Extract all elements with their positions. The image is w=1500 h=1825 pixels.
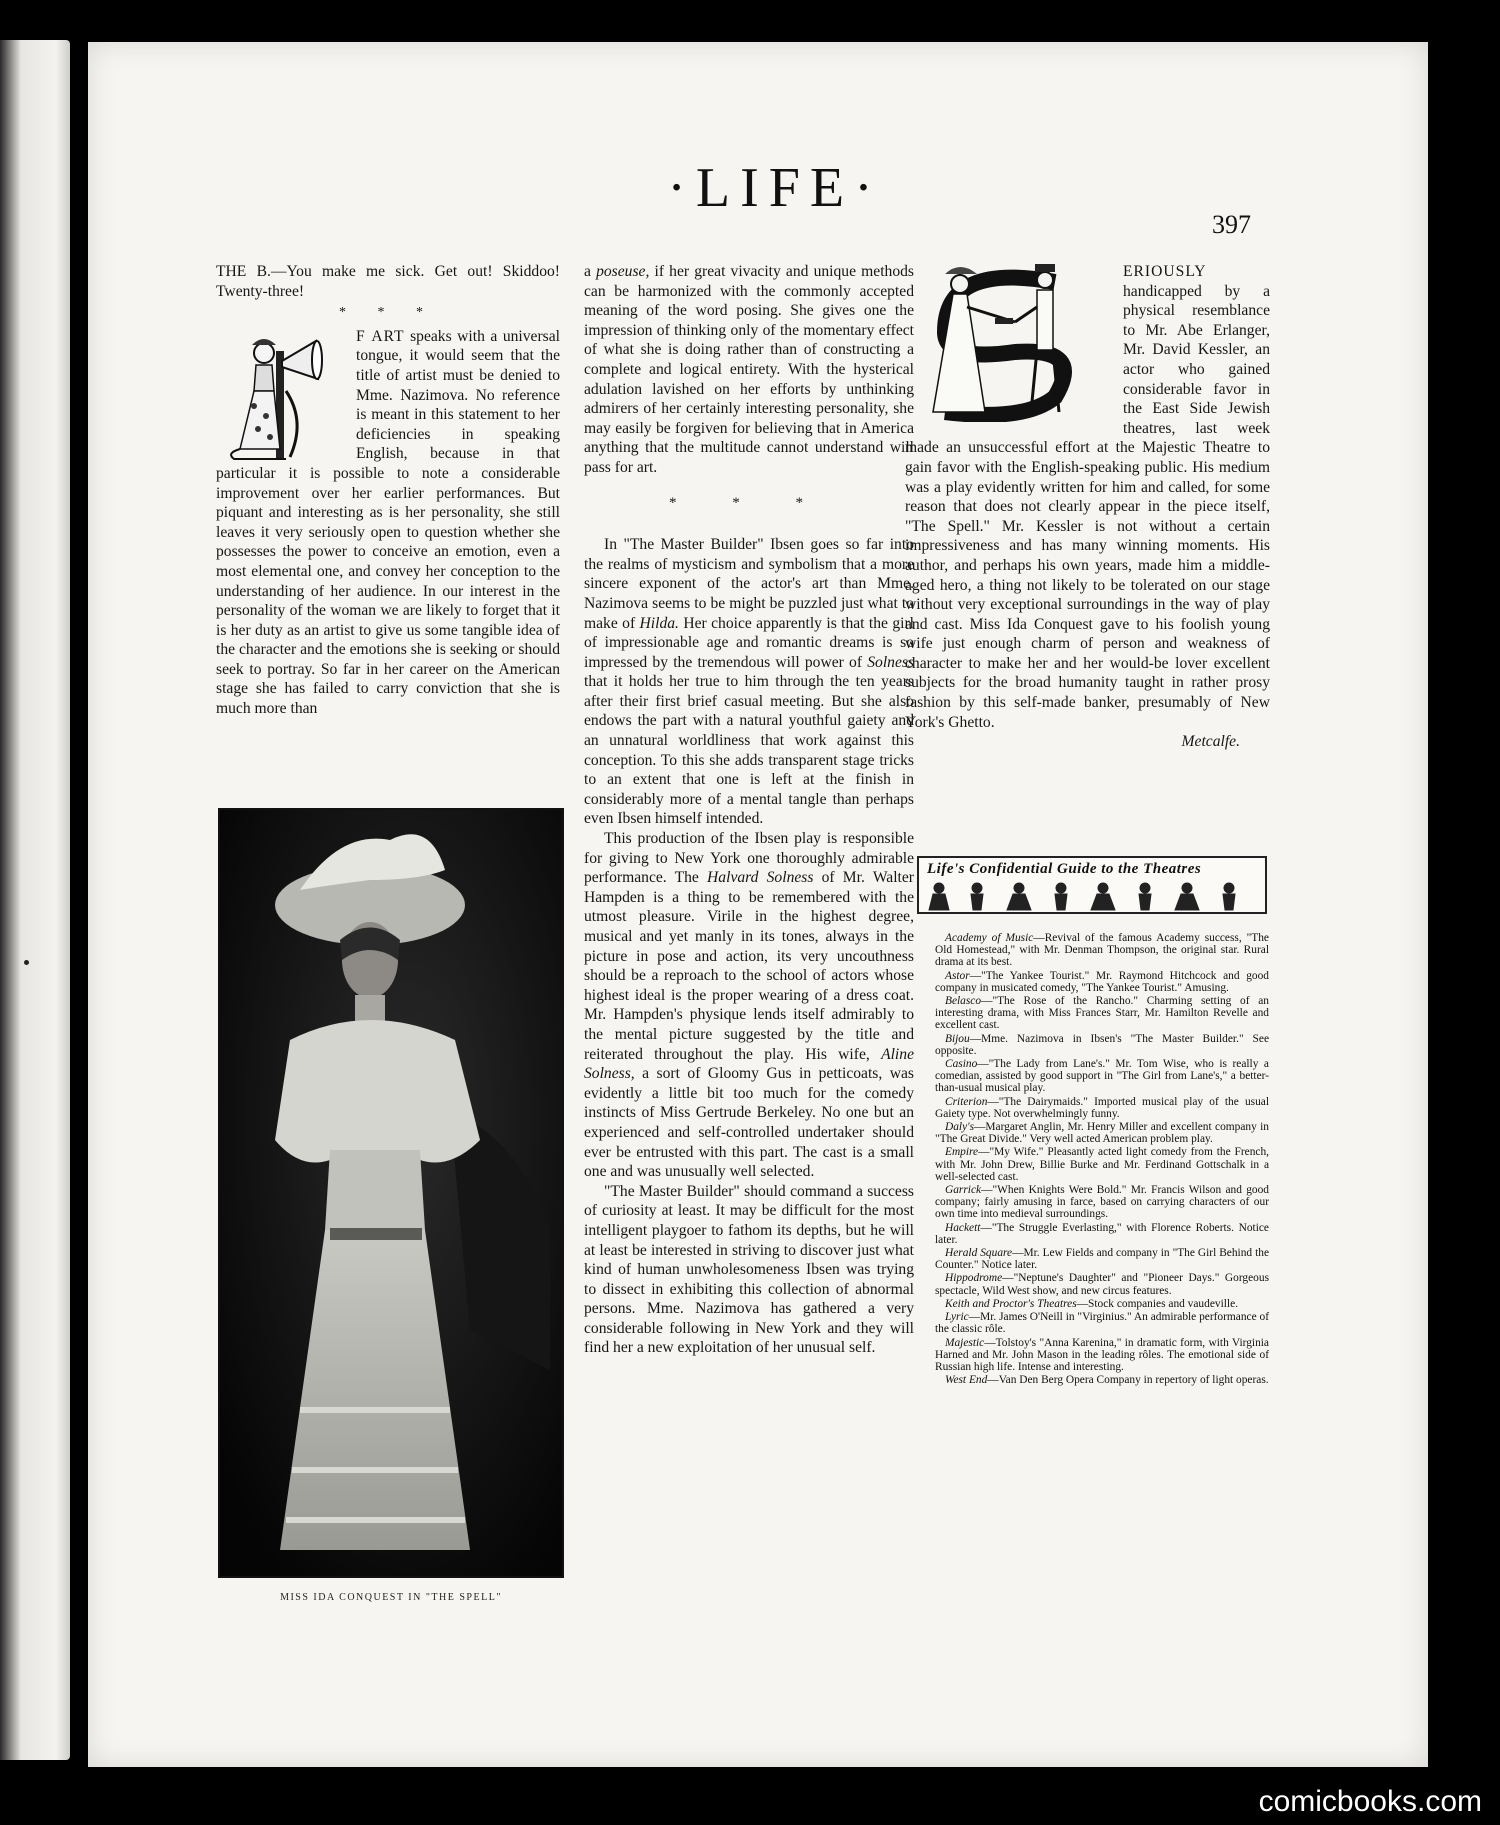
page-number: 397: [1212, 210, 1251, 239]
italic-term: Halvard Solness: [707, 869, 814, 887]
theatre-guide-banner: [917, 856, 1267, 914]
text-run: if her great vivacity and unique methods can be harmonized with the commonly accepted meaning of the word posing. She gives one the impression of thinking only of the momentary effect of what she is doing rather than of constructing a complete and logical entirety. With the hysterical adulation lavished on her efforts by unthinking admirers of her certainly interesting personality, she may easily be forgiven for believing that in America anything that the multitude cannot understand will pass for art.: [584, 263, 915, 476]
theatre-guide-entry: [935, 1096, 1269, 1120]
actress-photograph: [218, 808, 564, 1578]
theatre-venue-description: —Tolstoy's "Anna Karenina," in dramatic form, with Virginia Harned and Mr. John Mason in the leading rôles. The emotional side of Russian high life. Intense and interesting.: [935, 1336, 1269, 1373]
theatre-guide-entry: [935, 1121, 1269, 1145]
theatre-guide-title: Life's Confidential Guide to the Theatres: [927, 861, 1202, 877]
dancing-couple-drop-cap-illustration: [905, 262, 1115, 422]
italic-term: Hilda.: [639, 614, 679, 632]
text-run: a: [584, 263, 591, 280]
site-watermark: comicbooks.com: [1258, 1785, 1482, 1818]
author-signature: Metcalfe.: [1181, 733, 1240, 751]
italic-term: Solness: [867, 653, 914, 671]
theatre-guide-entry: [935, 1272, 1269, 1296]
column-1: [216, 262, 560, 719]
theatre-venue-description: —Margaret Anglin, Mr. Henry Miller and excellent company in "The Great Divide." Very well acted American problem play.: [935, 1121, 1269, 1146]
theatre-venue-description: —"My Wife." Pleasantly acted light comedy from the French, with Mr. John Drew, Billie Burke and Mr. Ferdinand Gottschalk in a well-selected cast.: [935, 1146, 1269, 1183]
theatre-venue-name: Astor: [945, 969, 970, 982]
theatre-guide-entry: [935, 1311, 1269, 1335]
theatre-venue-description: —"The Dairymaids." Imported musical play of the usual Gaiety type. Not overwhelmingly funny.: [935, 1095, 1269, 1120]
theatre-venue-description: —Stock companies and vaudeville.: [1076, 1297, 1238, 1310]
theatre-venue-name: Majestic: [945, 1336, 985, 1349]
photo-caption: MISS IDA CONQUEST IN "THE SPELL": [280, 1592, 502, 1603]
master-builder-paragraph: In "The Master Builder" Ibsen goes so far into the realms of mysticism and symbolism that a more sincere exponent of the actor's art than Mme. Nazimova seems to be might be puzzled just what to make of Hilda. Her choice apparently is that the girl of impressionable age and romantic dreams is so impressed by the tremendous will power of Solness that it holds her true to him through the ten years after their first brief casual meeting. But she also endows the part with a natural youthful gaiety and an unnatural worldliness that work against this conception. To this she adds transparent stage tricks to an extent that one is left at the finish in considerably more of a mental tangle than perhaps even Ibsen himself intended.: [584, 536, 914, 828]
column-2: [584, 262, 914, 1358]
facing-page-edge: [0, 40, 70, 1760]
theatre-venue-description: —"The Rose of the Rancho." Charming setting of an interesting drama, with Miss Frances Starr, Mr. Hamilton Revelle and excellent cast.: [935, 995, 1269, 1032]
theatre-guide-entry: [935, 1247, 1269, 1271]
page-blemish: [24, 960, 29, 965]
theatre-guide-entry: [935, 1337, 1269, 1374]
theatre-guide-entry: [935, 970, 1269, 994]
theatre-guide-entry: [935, 1033, 1269, 1057]
masthead-title: ·LIFE·: [667, 157, 883, 219]
theatre-venue-name: Empire: [945, 1146, 979, 1159]
production-paragraph: This production of the Ibsen play is responsible for giving to New York one thoroughly admirable performance. The Halvard Solness of Mr. Walter Hampden is a thing to be remembered with the utmost pleasure. Virile in the highest degree, musical and yet manly in its tones, always in the picture in pose and action, its very uncouthness should be a reproach to the school of actors whose highest ideal is the proper wearing of a dress coat. Mr. Hampden's physique lends itself admirably to the mental picture suggested by the title and reiterated throughout the play. His wife, Aline Solness, a sort of Gloomy Gus in petticoats, was evidently a little bit too much for the comedy instincts of Miss Gertrude Berkeley. No one but an experienced and self-controlled undertaker should ever be entrusted with this part. The cast is a small one and was unusually well selected.: [584, 830, 914, 1181]
theatre-venue-name: Criterion: [945, 1095, 988, 1108]
dialogue-line: THE B.—You make me sick. Get out! Skiddoo! Twenty-three!: [216, 263, 560, 300]
theatre-venue-name: Keith and Proctor's Theatres: [945, 1297, 1077, 1310]
theatre-venue-description: —"Neptune's Daughter" and "Pioneer Days." Gorgeous spectacle, Wild West show, and new circus features.: [935, 1272, 1269, 1297]
theatre-venue-description: —"The Yankee Tourist." Mr. Raymond Hitchcock and good company in musicated comedy, "The Yankee Tourist." Amusing.: [935, 969, 1269, 994]
megaphone-lady-drop-cap-illustration: [216, 331, 346, 461]
column-3: [905, 262, 1270, 752]
theatre-venue-description: —"The Lady from Lane's." Mr. Tom Wise, who is really a comedian, assisted by good support in "The Girl from Lane's," a better-than-usual musical play.: [935, 1058, 1269, 1095]
theatre-venue-name: West End: [945, 1374, 988, 1387]
theatre-venue-name: Lyric: [945, 1311, 969, 1324]
italic-term: Aline Solness,: [584, 1045, 914, 1083]
dancing-figures-illustration: [919, 880, 1265, 912]
theatre-venue-description: —Mr. James O'Neill in "Virginius." An admirable performance of the classic rôle.: [935, 1311, 1269, 1336]
theatre-venue-description: —Van Den Berg Opera Company in repertory of light operas.: [987, 1374, 1269, 1387]
article-nazimova-text: speaks with a universal tongue, it would seem that the title of artist must be denied to Mme. Nazimova. No reference is meant in this statement to her deficiencies in speaking English, because in that particular it is possible to note a considerable improvement over her earlier performances. But piquant and interesting as is her personality, she still leaves it very seriously open to question whether she possesses the power to conceive an emotion, even a most elemental one, and convey her conception to the understanding of her audience. In our interest in the personality of the woman we are likely to forget that it is her duty as an artist to give us some tangible idea of the character and the emotions she is seeking or should seek to portray. So far in her career on the American stage she has failed to carry conviction that she is much more than: [216, 327, 560, 718]
theatre-venue-name: Herald Square: [945, 1247, 1013, 1260]
theatre-venue-name: Belasco: [945, 995, 982, 1008]
theatre-venue-name: Hippodrome: [945, 1272, 1003, 1285]
drop-cap-lead: ERIOUSLY: [1123, 263, 1207, 280]
theatre-venue-description: —"The Struggle Everlasting," with Florence Roberts. Notice later.: [935, 1221, 1269, 1246]
theatre-venue-description: —"When Knights Were Bold." Mr. Francis Wilson and good company; fairly amusing in farce, based on carrying characters of our own time into medieval surroundings.: [935, 1184, 1269, 1221]
theatre-guide-entry: [935, 995, 1269, 1032]
ida-conquest-portrait: [220, 810, 562, 1576]
theatre-guide-entry: [935, 1146, 1269, 1183]
theatre-venue-name: Garrick: [945, 1184, 982, 1197]
theatre-guide-entry: [935, 1374, 1269, 1386]
theatre-guide-entry: [935, 1222, 1269, 1246]
theatre-venue-description: —Revival of the famous Academy success, "The Old Homestead," with Mr. Denman Thompson, the original star. Rural drama at its best.: [935, 932, 1269, 969]
section-divider: * * *: [669, 494, 829, 511]
drop-cap-lead: F ART: [356, 327, 405, 345]
theatre-venue-description: —Mme. Nazimova in Ibsen's "The Master Builder." See opposite.: [935, 1032, 1269, 1057]
theatre-guide-entry: [935, 932, 1269, 969]
italic-term: poseuse,: [596, 263, 650, 280]
theatre-venue-name: Hackett: [945, 1221, 981, 1234]
theatre-venue-name: Daly's: [945, 1121, 975, 1134]
section-divider: * * *: [339, 305, 437, 321]
kessler-review-text: handicapped by a physical resemblance to Mr. Abe Erlanger, Mr. David Kessler, an actor who gained considerable favor in the East Side Jewish theatres, last week made an unsuccessful effort at the Majestic Theatre to gain favor with the English-speaking public. His medium was a play evidently written for him and called, for some reason that does not clearly appear in the piece itself, "The Spell." Mr. Kessler is not without a certain impressiveness and has many winning moments. His author, and perhaps his own years, made him a middle-aged hero, a thing not likely to be tolerated on our stage without very exceptional surroundings in the way of play and cast. Miss Ida Conquest gave to his foolish young wife just enough charm of person and weakness of character to make her and her would-be lover excellent subjects for the broad humanity taught in rather prosy fashion by this self-made banker, presumably of New York's Ghetto.: [905, 282, 1270, 731]
closing-paragraph: "The Master Builder" should command a success of curiosity at least. It may be difficult for the most intelligent playgoer to fathom its depths, but he will at least be interested in striving to discover just what kind of human unwholesomeness Ibsen was trying to dissect in exhibiting this collection of abnormal persons. Mme. Nazimova has gathered a very considerable following in New York and they will find her a new exploitation of her unusual self.: [584, 1182, 914, 1357]
theatre-venue-name: Bijou: [945, 1032, 970, 1045]
theatre-venue-name: Academy of Music: [945, 932, 1034, 944]
theatre-guide-entry: [935, 1058, 1269, 1095]
theatre-guide-entry: [935, 1184, 1269, 1221]
theatre-guide-entry: [935, 1298, 1269, 1310]
theatre-venue-name: Casino: [945, 1058, 978, 1071]
theatre-guide-list: [935, 932, 1269, 1387]
theatre-venue-description: —Mr. Lew Fields and company in "The Girl Behind the Counter." Notice later.: [935, 1247, 1269, 1272]
